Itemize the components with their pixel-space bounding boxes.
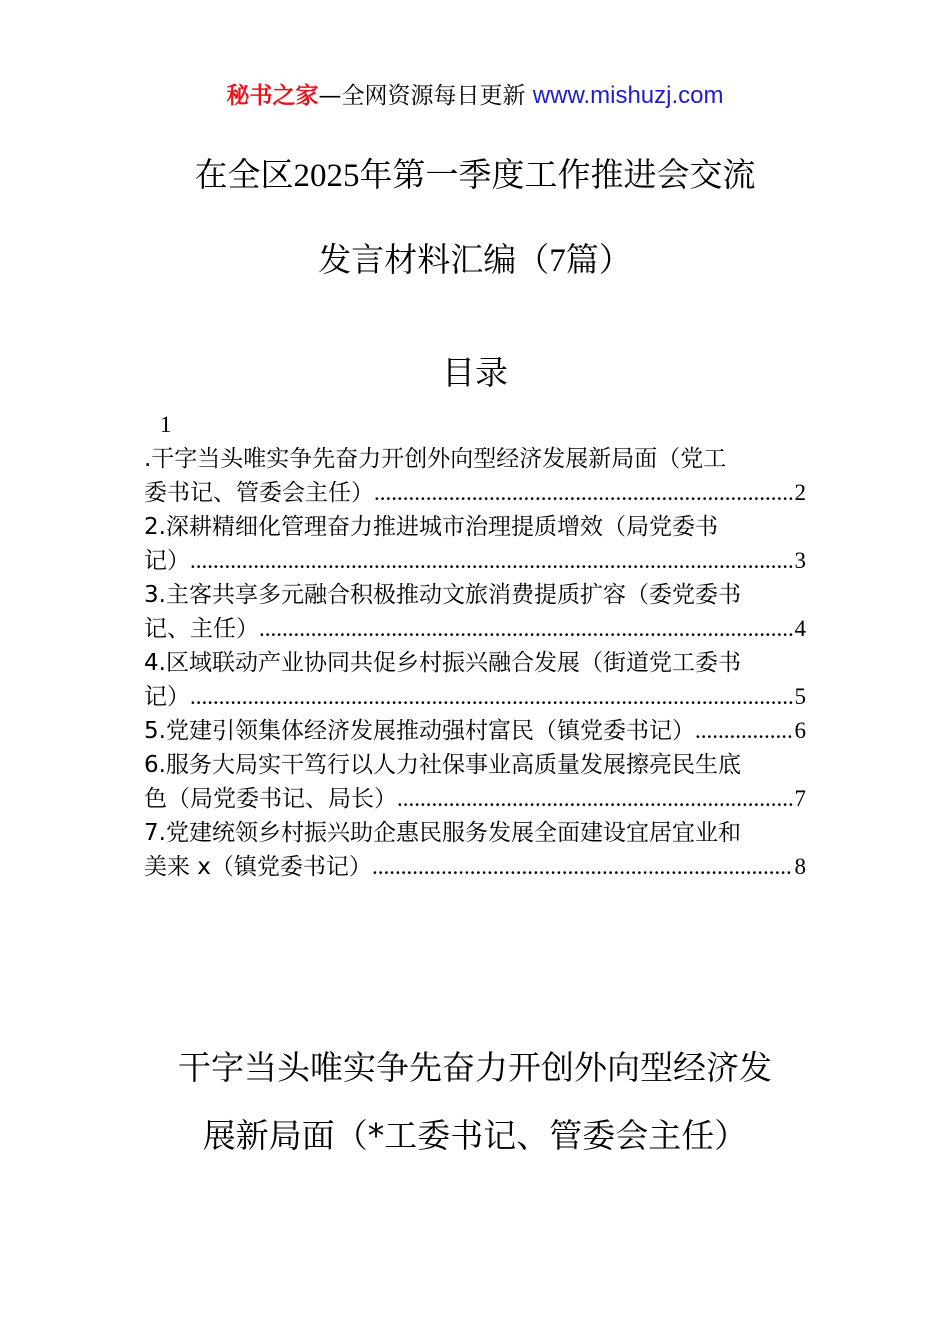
toc-entry-title: .干字当头唯实争先奋力开创外向型经济发展新局面（党工	[144, 446, 727, 472]
toc-entry-number: 1	[160, 412, 172, 437]
toc-leader-dots	[695, 714, 793, 748]
toc-page-number: 8	[794, 854, 806, 879]
toc-entry[interactable]	[144, 714, 806, 748]
toc-leader-dots	[374, 476, 793, 510]
toc-entry[interactable]	[144, 578, 806, 646]
brand-name: 秘书之家	[226, 83, 319, 109]
toc-entry-title: 7.党建统领乡村振兴助企惠民服务发展全面建设宜居宜业和	[144, 820, 741, 846]
toc-entry-title: 5.党建引领集体经济发展推动强村富民（镇党委书记）	[144, 718, 695, 744]
toc-page-number: 3	[794, 548, 806, 573]
toc-entry-title-cont: 记）	[144, 548, 190, 574]
toc-entry-title: 4.区域联动产业协同共促乡村振兴融合发展（街道党工委书	[144, 650, 741, 676]
document-title-line2: 发言材料汇编（7篇）	[318, 240, 632, 279]
section-title-line2: 展新局面（*工委书记、管委会主任）	[202, 1116, 748, 1155]
toc-entry-title-cont: 记）	[144, 684, 190, 710]
toc-entry[interactable]	[144, 510, 806, 578]
toc-leader-dots	[372, 850, 793, 884]
toc-entry[interactable]	[144, 442, 806, 510]
toc-page-number: 4	[794, 616, 806, 641]
toc-entry-title-cont: 委书记、管委会主任）	[144, 480, 374, 506]
header-tagline: —全网资源每日更新	[318, 83, 526, 109]
toc-entry[interactable]	[144, 646, 806, 714]
document-title	[0, 152, 950, 284]
toc-entry-title-cont: 色（局党委书记、局长）	[144, 786, 397, 812]
toc-leader-dots	[397, 782, 793, 816]
toc-entry-title: 3.主客共享多元融合积极推动文旅消费提质扩容（委党委书	[144, 582, 741, 608]
toc-entry-title: 6.服务大局实干笃行以人力社保事业高质量发展擦亮民生底	[144, 752, 741, 778]
toc-leader-dots	[190, 544, 793, 578]
toc-entry-title-cont: 记、主任）	[144, 616, 259, 642]
toc-entry[interactable]	[144, 748, 806, 816]
toc-page-number: 6	[794, 718, 806, 743]
toc-page-number: 2	[794, 480, 806, 505]
toc-entry[interactable]	[144, 816, 806, 884]
toc-page-number: 5	[794, 684, 806, 709]
toc-leader-dots	[190, 680, 793, 714]
section-title	[0, 1045, 950, 1159]
toc-entry-title-cont: 美来 x（镇党委书记）	[144, 854, 372, 880]
toc-entry-title: 2.深耕精细化管理奋力推进城市治理提质增效（局党委书	[144, 514, 718, 540]
section-title-line1: 干字当头唯实争先奋力开创外向型经济发	[178, 1048, 772, 1087]
table-of-contents	[144, 408, 806, 884]
site-url-link[interactable]: www.mishuzj.com	[532, 82, 724, 109]
toc-leader-dots	[259, 612, 793, 646]
toc-heading: 目录	[442, 353, 508, 392]
document-title-line1: 在全区2025年第一季度工作推进会交流	[194, 155, 756, 194]
toc-page-number: 7	[794, 786, 806, 811]
site-header	[0, 80, 950, 112]
